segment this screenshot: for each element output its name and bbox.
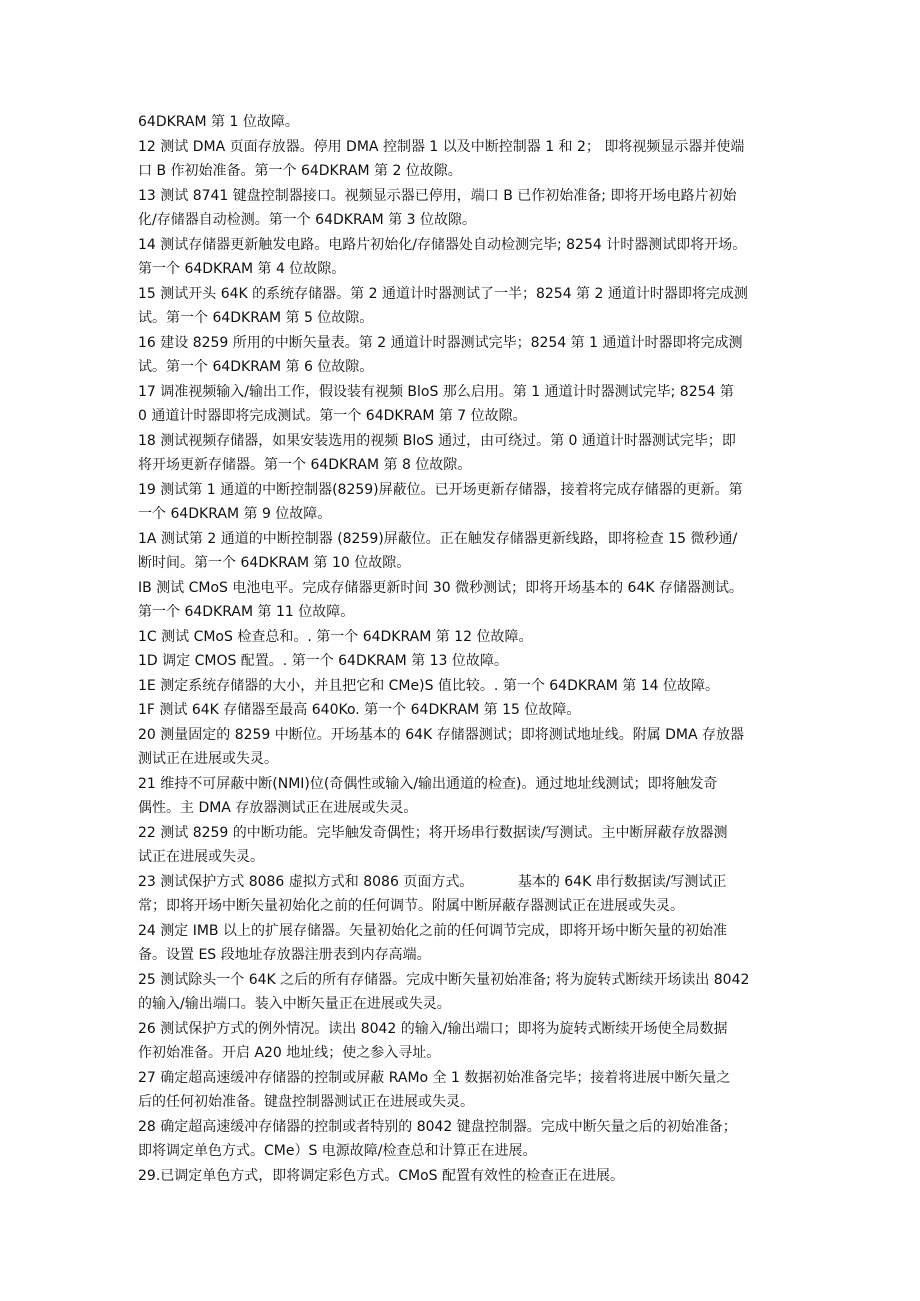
text-line: 0 通道计时器即将完成测试。第一个 64DKRAM 第 7 位故隙。 — [138, 408, 527, 424]
text-line: 21 维持不可屏蔽中断(NMI)位(奇偶性或输入/输出通道的检查)。通过地址线测试；即将触发奇 — [138, 775, 718, 792]
text-line: 常；即将开场中断矢量初始化之前的任何调节。附属中断屏蔽存器测试正在进展或失灵。 — [138, 898, 684, 914]
text-line: 19 测试第 1 通道的中断控制器(8259)屏蔽位。已开场更新存储器，接着将完成存储器的更新。第 — [138, 481, 743, 498]
text-line: 14 测试存储器更新触发电路。电路片初始化/存储器处自动检测完毕; 8254 计时器测试即将开场。 — [138, 236, 747, 253]
text-line: 断时间。第一个 64DKRAM 第 10 位故隙。 — [138, 555, 411, 571]
text-line: 17 调准视频输入/输出工作，假设装有视频 BloS 那么启用。第 1 通道计时器测试完毕; 8254 第 — [138, 383, 734, 400]
text-line: 1A 测试第 2 通道的中断控制器 (8259)屏蔽位。正在触发存储器更新线路，即将检查 15 微秒通/ — [138, 530, 738, 547]
text-line: 第一个 64DKRAM 第 11 位故障。 — [138, 604, 355, 620]
text-line: 测试正在进展或失灵。 — [138, 751, 278, 767]
text-line: 13 测试 8741 键盘控制器接口。视频显示器已停用，端口 B 已作初始准备; 即将开场电路片初始 — [138, 187, 737, 204]
text-line: 15 测试开头 64K 的系统存储器。第 2 通道计时器测试了一半；8254 第 2 通道计时器即将完成测 — [138, 285, 748, 302]
text-line: 即将调定单色方式。CMe）S 电源故障/检查总和计算正在进展。 — [138, 1143, 537, 1159]
text-line: 备。设置 ES 段地址存放器注册表到内存高端。 — [138, 947, 431, 963]
text-line: 20 测量固定的 8259 中断位。开场基本的 64K 存储器测试；即将测试地址线。附属 DMA 存放器 — [138, 726, 745, 743]
text-line: 试。第一个 64DKRAM 第 5 位故隙。 — [138, 310, 374, 326]
text-line — [138, 1188, 798, 1213]
text-line: 试正在进展或失灵。 — [138, 849, 264, 865]
text-line: 22 测试 8259 的中断功能。完毕触发奇偶性；将开场串行数据读/写测试。主中断屏蔽存放器测 — [138, 824, 728, 841]
text-line: 1E 测定系统存储器的大小，并且把它和 CMe)S 值比较。. 第一个 64DKRAM 第 14 位故障。 — [138, 677, 720, 694]
text-line: 25 测试除头一个 64K 之后的所有存储器。完成中断矢量初始准备; 将为旋转式断续开场读出 8042 — [138, 971, 750, 988]
text-line: 29.已调定单色方式，即将调定彩色方式。CMoS 配置有效性的检查正在进展。 — [138, 1167, 625, 1184]
text-line: 24 测定 IMB 以上的扩展存储器。矢量初始化之前的任何调节完成，即将开场中断矢量的初始准 — [138, 922, 727, 939]
text-line: 作初始准备。开启 A20 地址线；使之参入寻址。 — [138, 1045, 441, 1061]
text-line: 试。第一个 64DKRAM 第 6 位故隙。 — [138, 359, 374, 375]
text-line: 64DKRAM 第 1 位故障。 — [138, 114, 299, 130]
text-line: 的输入/输出端口。装入中断矢量正在进展或失灵。 — [138, 996, 451, 1012]
document-body — [138, 110, 798, 1213]
text-line: IB 测试 CMoS 电池电平。完成存储器更新时间 30 微秒测试；即将开场基本的 64K 存储器测试。 — [138, 579, 743, 596]
text-line: 1D 调定 CMOS 配置。. 第一个 64DKRAM 第 13 位故障。 — [138, 653, 508, 669]
text-line: 将开场更新存储器。第一个 64DKRAM 第 8 位故隙。 — [138, 457, 472, 473]
text-line: 28 确定超高速缓冲存储器的控制或者特别的 8042 键盘控制器。完成中断矢量之后的初始准备； — [138, 1118, 737, 1135]
text-line: 偶性。主 DMA 存放器测试正在进展或失灵。 — [138, 800, 418, 816]
text-line: 27 确定超高速缓冲存储器的控制或屏蔽 RAMo 全 1 数据初始准备完毕；接着将进展中断矢量之 — [138, 1069, 731, 1086]
text-line: 16 建设 8259 所用的中断矢量表。第 2 通道计时器测试完毕；8254 第 1 通道计时器即将完成测 — [138, 334, 743, 351]
text-line: 26 测试保护方式的例外情况。读出 8042 的输入/输出端口；即将为旋转式断续开场使全局数据 — [138, 1020, 728, 1037]
text-line: 23 测试保护方式 8086 虚拟方式和 8086 页面方式。 基本的 64K 串行数据读/写测试正 — [138, 873, 727, 890]
text-line: 第一个 64DKRAM 第 4 位故隙。 — [138, 261, 346, 277]
text-line: 一个 64DKRAM 第 9 位故障。 — [138, 506, 332, 522]
text-line: 1C 测试 CMoS 检查总和。. 第一个 64DKRAM 第 12 位故障。 — [138, 628, 533, 645]
text-line: 18 测试视频存储器，如果安装选用的视频 BloS 通过，由可绕过。第 0 通道计时器测试完毕；即 — [138, 432, 736, 449]
text-line: 化/存储器自动检测。第一个 64DKRAM 第 3 位故隙。 — [138, 212, 477, 228]
text-line: 口 B 作初始准备。第一个 64DKRAM 第 2 位故隙。 — [138, 163, 462, 179]
text-line: 后的任何初始准备。键盘控制器测试正在进展或失灵。 — [138, 1094, 474, 1110]
text-line: 1F 测试 64K 存储器至最高 640Ko. 第一个 64DKRAM 第 15 位故障。 — [138, 702, 581, 718]
text-line: 12 测试 DMA 页面存放器。停用 DMA 控制器 1 以及中断控制器 1 和 2； 即将视频显示器并使端 — [138, 138, 745, 155]
